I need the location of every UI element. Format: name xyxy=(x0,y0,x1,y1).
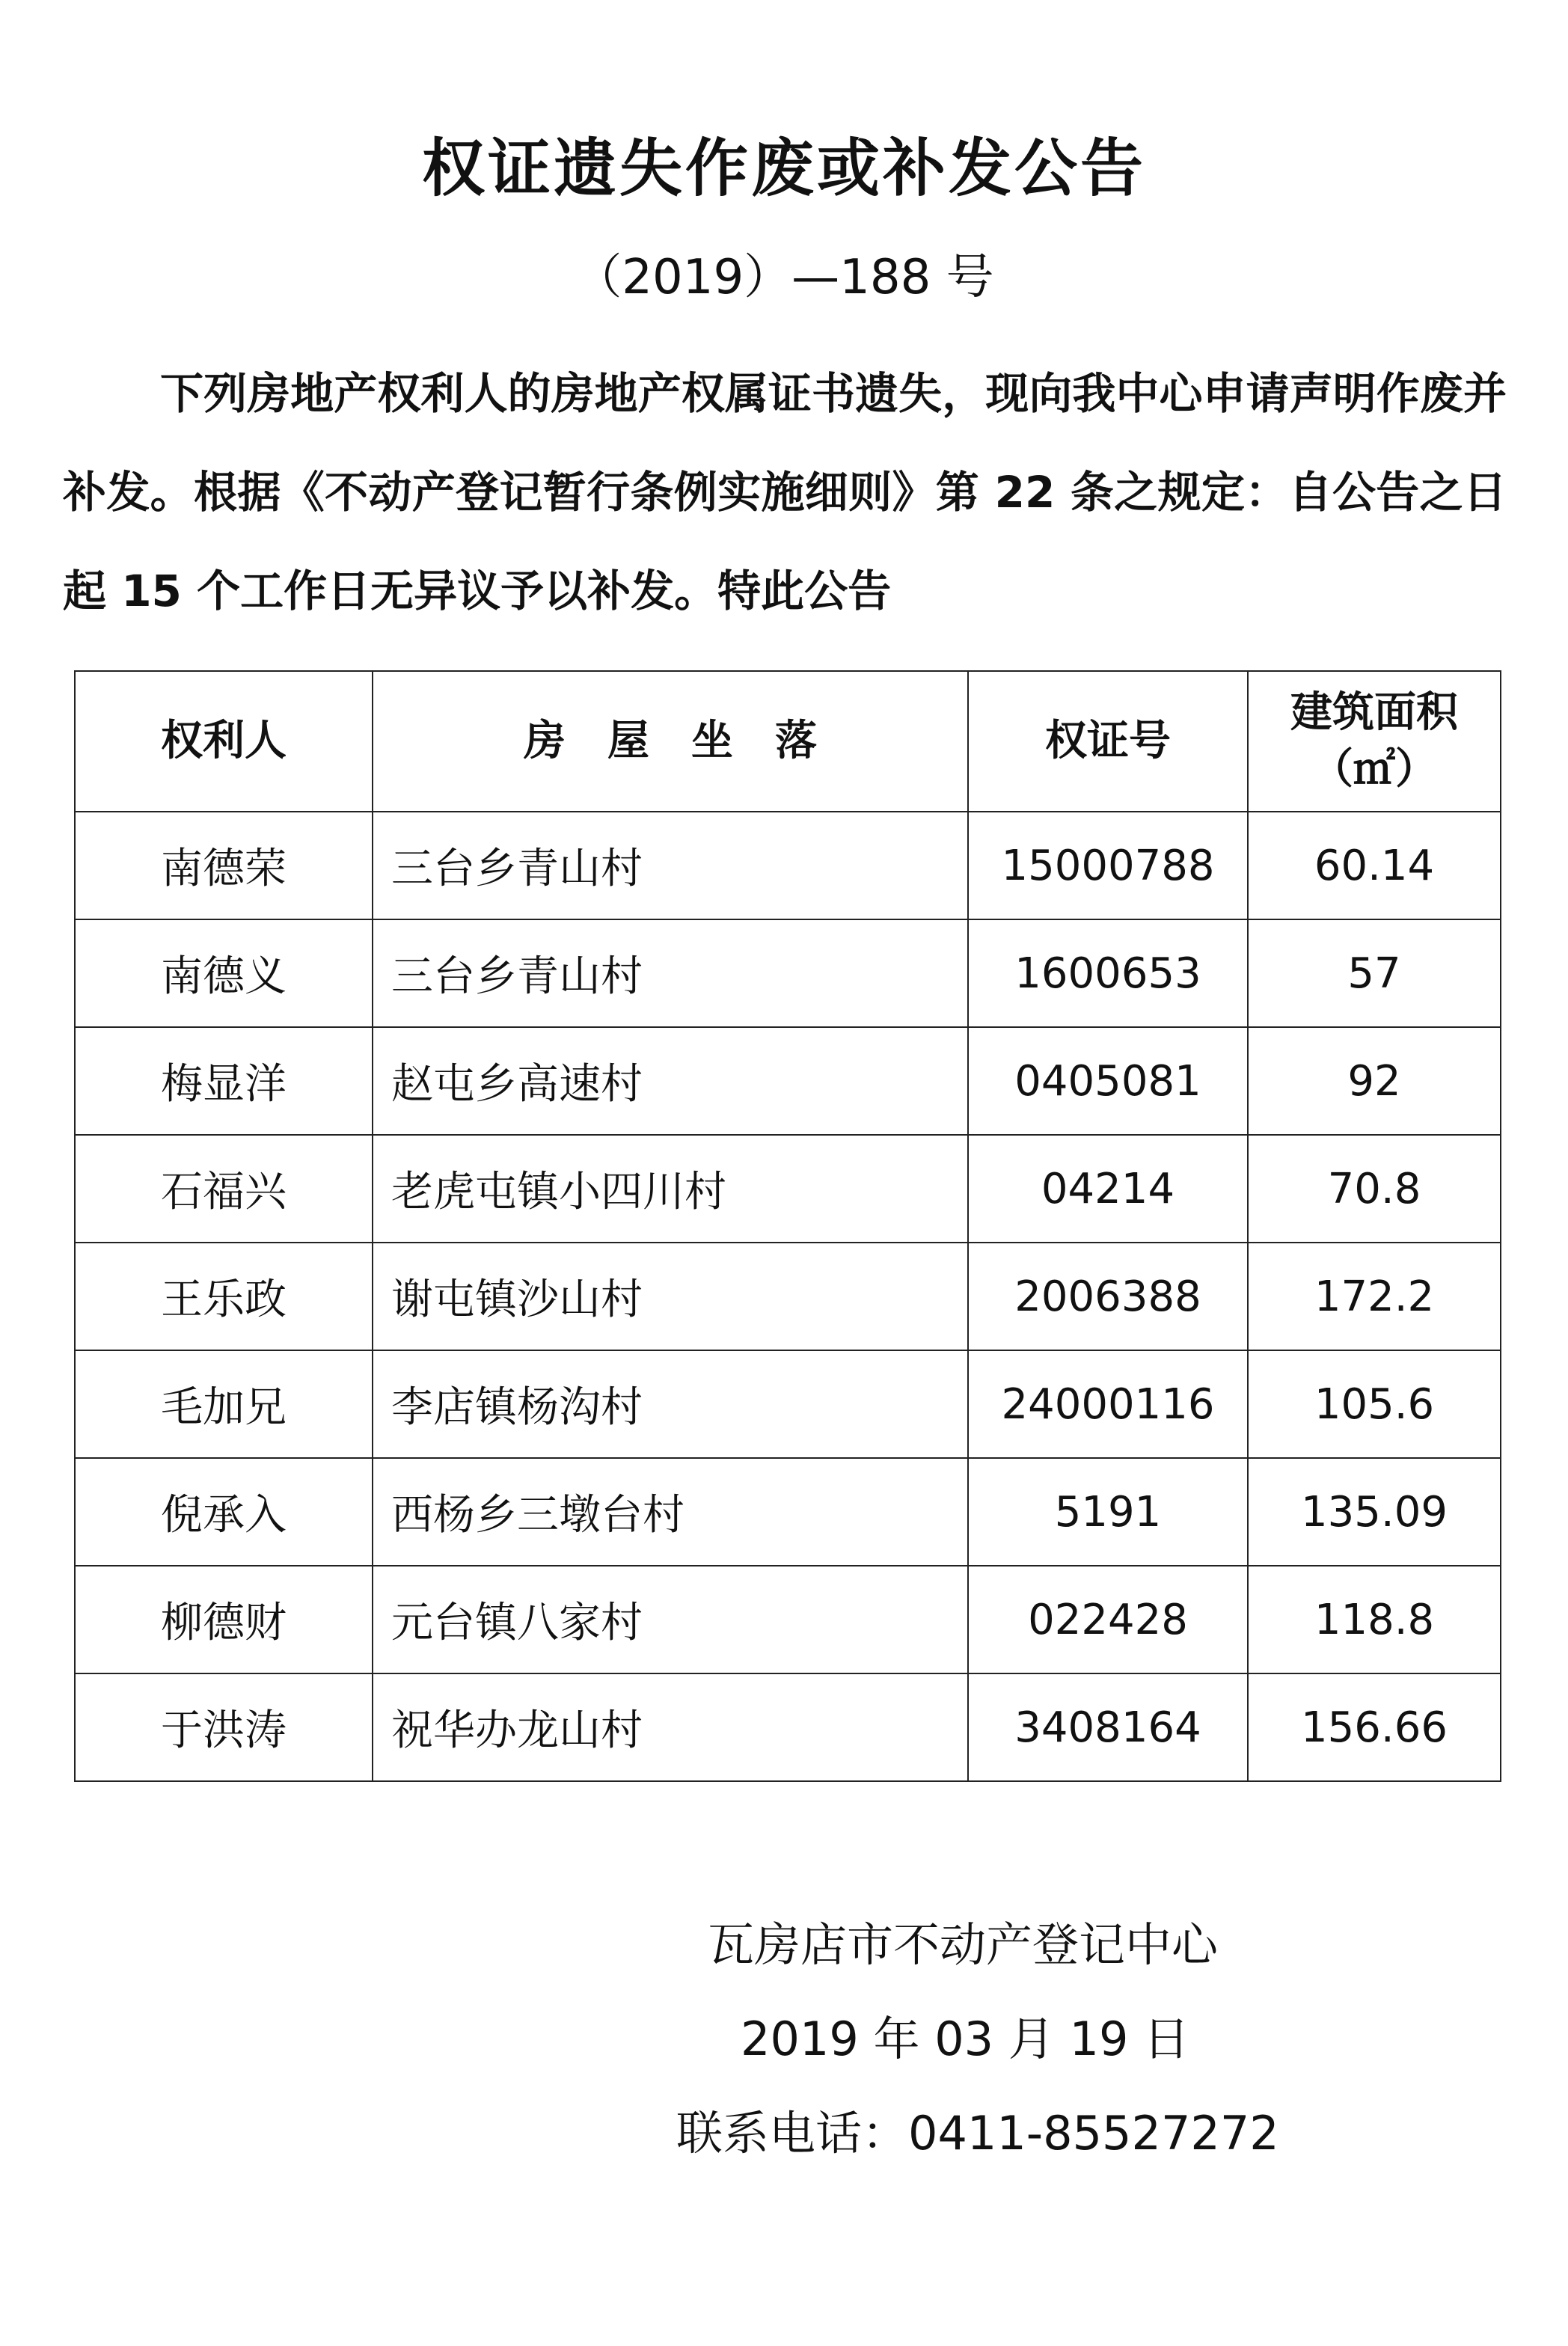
cell-cert-no: 3408164 xyxy=(968,1673,1248,1781)
cell-cert-no: 24000116 xyxy=(968,1350,1248,1458)
cell-area: 135.09 xyxy=(1248,1458,1501,1566)
cell-owner: 梅显洋 xyxy=(75,1027,373,1135)
header-cert-no: 权证号 xyxy=(968,671,1248,812)
table-row xyxy=(75,1566,1501,1673)
cell-owner: 于洪涛 xyxy=(75,1673,373,1781)
cell-area: 118.8 xyxy=(1248,1566,1501,1673)
cell-area: 57 xyxy=(1248,919,1501,1027)
cell-area: 70.8 xyxy=(1248,1135,1501,1243)
table-body xyxy=(75,812,1501,1781)
cell-location: 赵屯乡高速村 xyxy=(373,1027,968,1135)
cell-owner: 柳德财 xyxy=(75,1566,373,1673)
header-area-unit: （㎡） xyxy=(1311,745,1437,794)
cell-owner: 毛加兄 xyxy=(75,1350,373,1458)
footer-phone: 联系电话：0411-85527272 xyxy=(676,2106,1279,2160)
cell-cert-no: 022428 xyxy=(968,1566,1248,1673)
cell-owner: 王乐政 xyxy=(75,1243,373,1350)
cell-location: 三台乡青山村 xyxy=(373,812,968,919)
cell-area: 172.2 xyxy=(1248,1243,1501,1350)
cell-cert-no: 1600653 xyxy=(968,919,1248,1027)
notice-number: （2019）—188 号 xyxy=(574,250,994,305)
cell-cert-no: 2006388 xyxy=(968,1243,1248,1350)
cell-area: 92 xyxy=(1248,1027,1501,1135)
cell-owner: 南德义 xyxy=(75,919,373,1027)
notice-body: 下列房地产权利人的房地产权属证书遗失，现向我中心申请声明作废并补发。根据《不动产登记暂行条例实施细则》第 22 条之规定：自公告之日起 15 个工作日无异议予以补发。特此公告 xyxy=(63,368,1507,616)
cell-owner: 南德荣 xyxy=(75,812,373,919)
cell-cert-no: 15000788 xyxy=(968,812,1248,919)
table-row xyxy=(75,1243,1501,1350)
cell-location: 西杨乡三墩台村 xyxy=(373,1458,968,1566)
cell-cert-no: 5191 xyxy=(968,1458,1248,1566)
records-table xyxy=(74,670,1501,1782)
cell-location: 老虎屯镇小四川村 xyxy=(373,1135,968,1243)
table-row xyxy=(75,1673,1501,1781)
cell-owner: 石福兴 xyxy=(75,1135,373,1243)
cell-cert-no: 0405081 xyxy=(968,1027,1248,1135)
cell-owner: 倪承入 xyxy=(75,1458,373,1566)
cell-cert-no: 04214 xyxy=(968,1135,1248,1243)
cell-area: 156.66 xyxy=(1248,1673,1501,1781)
table-header-row xyxy=(75,671,1501,812)
cell-location: 李店镇杨沟村 xyxy=(373,1350,968,1458)
header-area-label: 建筑面积 xyxy=(1290,688,1458,737)
footer-organization: 瓦房店市不动产登记中心 xyxy=(708,1917,1219,1972)
cell-area: 60.14 xyxy=(1248,812,1501,919)
table-row xyxy=(75,1458,1501,1566)
header-location: 房 屋 坐 落 xyxy=(373,671,968,812)
table-row xyxy=(75,1027,1501,1135)
header-owner: 权利人 xyxy=(75,671,373,812)
notice-title: 权证遗失作废或补发公告 xyxy=(421,132,1146,205)
header-area xyxy=(1248,671,1501,812)
footer-date: 2019 年 03 月 19 日 xyxy=(741,2012,1190,2066)
table-row xyxy=(75,812,1501,919)
table-row xyxy=(75,1350,1501,1458)
cell-area: 105.6 xyxy=(1248,1350,1501,1458)
cell-location: 三台乡青山村 xyxy=(373,919,968,1027)
cell-location: 谢屯镇沙山村 xyxy=(373,1243,968,1350)
cell-location: 元台镇八家村 xyxy=(373,1566,968,1673)
table-row xyxy=(75,1135,1501,1243)
cell-location: 祝华办龙山村 xyxy=(373,1673,968,1781)
table-row xyxy=(75,919,1501,1027)
